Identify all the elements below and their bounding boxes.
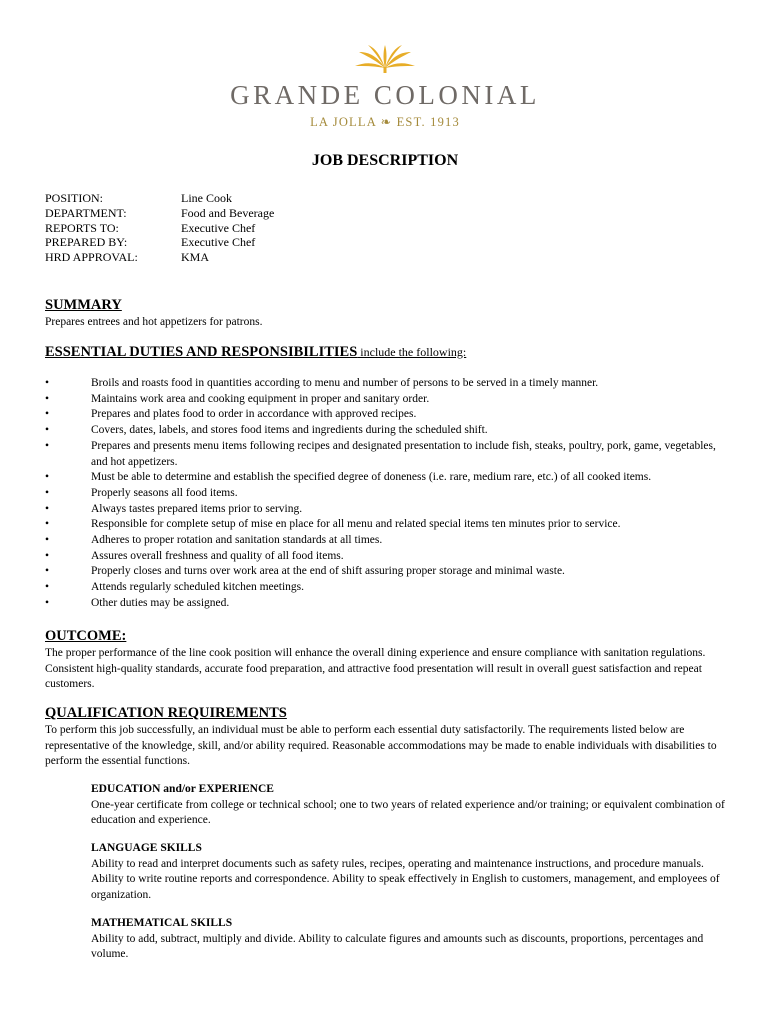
field-prepared-by <box>45 235 274 250</box>
field-hrd-approval <box>45 250 274 265</box>
duty-text: Attends regularly scheduled kitchen meetings. <box>91 581 305 594</box>
field-label: PREPARED BY: <box>45 235 128 250</box>
list-item <box>45 564 735 580</box>
bullet-icon: • <box>45 392 50 405</box>
field-value: Executive Chef <box>181 220 256 235</box>
duty-text: Always tastes prepared items prior to serving. <box>91 502 303 515</box>
duty-text: Must be able to determine and establish the specified degree of doneness (i.e. rare, medium rare, etc.) of all cooked items. <box>91 471 652 484</box>
list-item <box>45 486 735 502</box>
bullet-icon: • <box>45 549 50 562</box>
bullet-icon: • <box>45 377 50 389</box>
field-label: DEPARTMENT: <box>45 205 127 220</box>
qualifications-heading: QUALIFICATION REQUIREMENTS <box>45 705 287 721</box>
bullet-icon: • <box>45 502 50 515</box>
duties-heading-line <box>45 344 466 361</box>
bullet-icon: • <box>45 439 50 452</box>
summary-text: Prepares entrees and hot appetizers for patrons. <box>45 316 263 328</box>
language-text: Ability to read and interpret documents such as safety rules, recipes, operating and maintenance instructions, and procedure manuals. Ability to write routine reports and correspondence. Ability to speak effectively in English to customers, management, and employees of organization. <box>91 857 720 901</box>
palm-crown-icon <box>353 42 417 76</box>
field-department <box>45 206 274 221</box>
duty-text: Assures overall freshness and quality of all food items. <box>91 549 344 562</box>
list-item <box>45 470 735 486</box>
bullet-icon: • <box>45 486 50 499</box>
math-title: MATHEMATICAL SKILLS <box>91 917 233 929</box>
duties-heading: ESSENTIAL DUTIES AND RESPONSIBILITIES <box>45 344 358 360</box>
language-title: LANGUAGE SKILLS <box>91 842 202 854</box>
list-item <box>45 502 735 518</box>
math-text: Ability to add, subtract, multiply and divide. Ability to calculate figures and amounts such as discounts, proportions, percentages and volume. <box>91 932 704 960</box>
field-value: Executive Chef <box>181 235 256 250</box>
math-section <box>91 916 731 963</box>
field-reports-to <box>45 221 274 236</box>
document-title: JOB DESCRIPTION <box>311 152 459 169</box>
list-item <box>45 596 735 612</box>
list-item <box>45 549 735 565</box>
bullet-icon: • <box>45 471 50 484</box>
duty-text: Properly seasons all food items. <box>91 486 238 499</box>
bullet-icon: • <box>45 534 50 547</box>
duty-text: Adheres to proper rotation and sanitation standards at all times. <box>91 534 383 547</box>
field-label: POSITION: <box>45 191 104 205</box>
summary-heading: SUMMARY <box>45 297 122 313</box>
list-item <box>45 407 735 423</box>
education-text: One-year certificate from college or technical school; one to two years of related experience and/or training; or equivalent combination of education and experience. <box>91 798 725 826</box>
field-label: HRD APPROVAL: <box>45 250 138 265</box>
field-label: REPORTS TO: <box>45 220 119 235</box>
duty-text: Maintains work area and cooking equipment in proper and sanitary order. <box>91 392 430 405</box>
field-value: Line Cook <box>181 191 232 205</box>
bullet-icon: • <box>45 518 50 531</box>
bullet-icon: • <box>45 565 50 578</box>
duty-text: Prepares and presents menu items following recipes and designated presentation to include fish, steaks, poultry, pork, game, vegetables, and hot appetizers. <box>91 439 716 468</box>
bullet-icon: • <box>45 596 50 609</box>
education-title: EDUCATION and/or EXPERIENCE <box>91 783 274 795</box>
bullet-icon: • <box>45 581 50 594</box>
duty-text: Covers, dates, labels, and stores food items and ingredients during the scheduled shift. <box>91 424 488 437</box>
list-item <box>45 376 735 392</box>
duties-heading-suffix: include the following: <box>357 345 467 359</box>
brand-name: GRANDE COLONIAL <box>230 80 540 110</box>
job-info-fields <box>45 191 274 265</box>
list-item <box>45 533 735 549</box>
education-section <box>91 782 731 829</box>
field-value: Food and Beverage <box>181 205 275 220</box>
duty-text: Properly closes and turns over work area at the end of shift assuring proper storage and minimal waste. <box>91 565 565 578</box>
list-item <box>45 439 735 470</box>
duty-text: Other duties may be assigned. <box>91 596 230 609</box>
list-item <box>45 392 735 408</box>
field-value: KMA <box>181 250 210 265</box>
list-item <box>45 423 735 439</box>
bullet-icon: • <box>45 408 50 421</box>
duty-text: Responsible for complete setup of mise en place for all menu and related special items ten minutes prior to service. <box>91 518 621 531</box>
language-section <box>91 841 731 903</box>
bullet-icon: • <box>45 424 50 437</box>
hotel-logo <box>0 42 770 130</box>
outcome-text: The proper performance of the line cook position will enhance the overall dining experience and ensure compliance with sanitation regulations. Consistent high-quality standards, accurate food preparation, and attractive food presentation will result in overall guest satisfaction and repeat customers. <box>45 647 706 691</box>
qualifications-text: To perform this job successfully, an individual must be able to perform each essential duty satisfactorily. The requirements listed below are representative of the knowledge, skill, and/or ability required. Reasonable accommodations may be made to enable individuals with disabilities to perform the essential functions. <box>45 724 717 768</box>
brand-tagline: LA JOLLA ❧ EST. 1913 <box>310 115 460 129</box>
duty-text: Prepares and plates food to order in accordance with approved recipes. <box>91 408 417 421</box>
duty-text: Broils and roasts food in quantities according to menu and number of persons to be served in a timely manner. <box>91 377 599 389</box>
outcome-heading: OUTCOME: <box>45 628 127 644</box>
list-item <box>45 580 735 596</box>
list-item <box>45 517 735 533</box>
duties-list <box>45 376 735 612</box>
field-position <box>45 191 274 206</box>
